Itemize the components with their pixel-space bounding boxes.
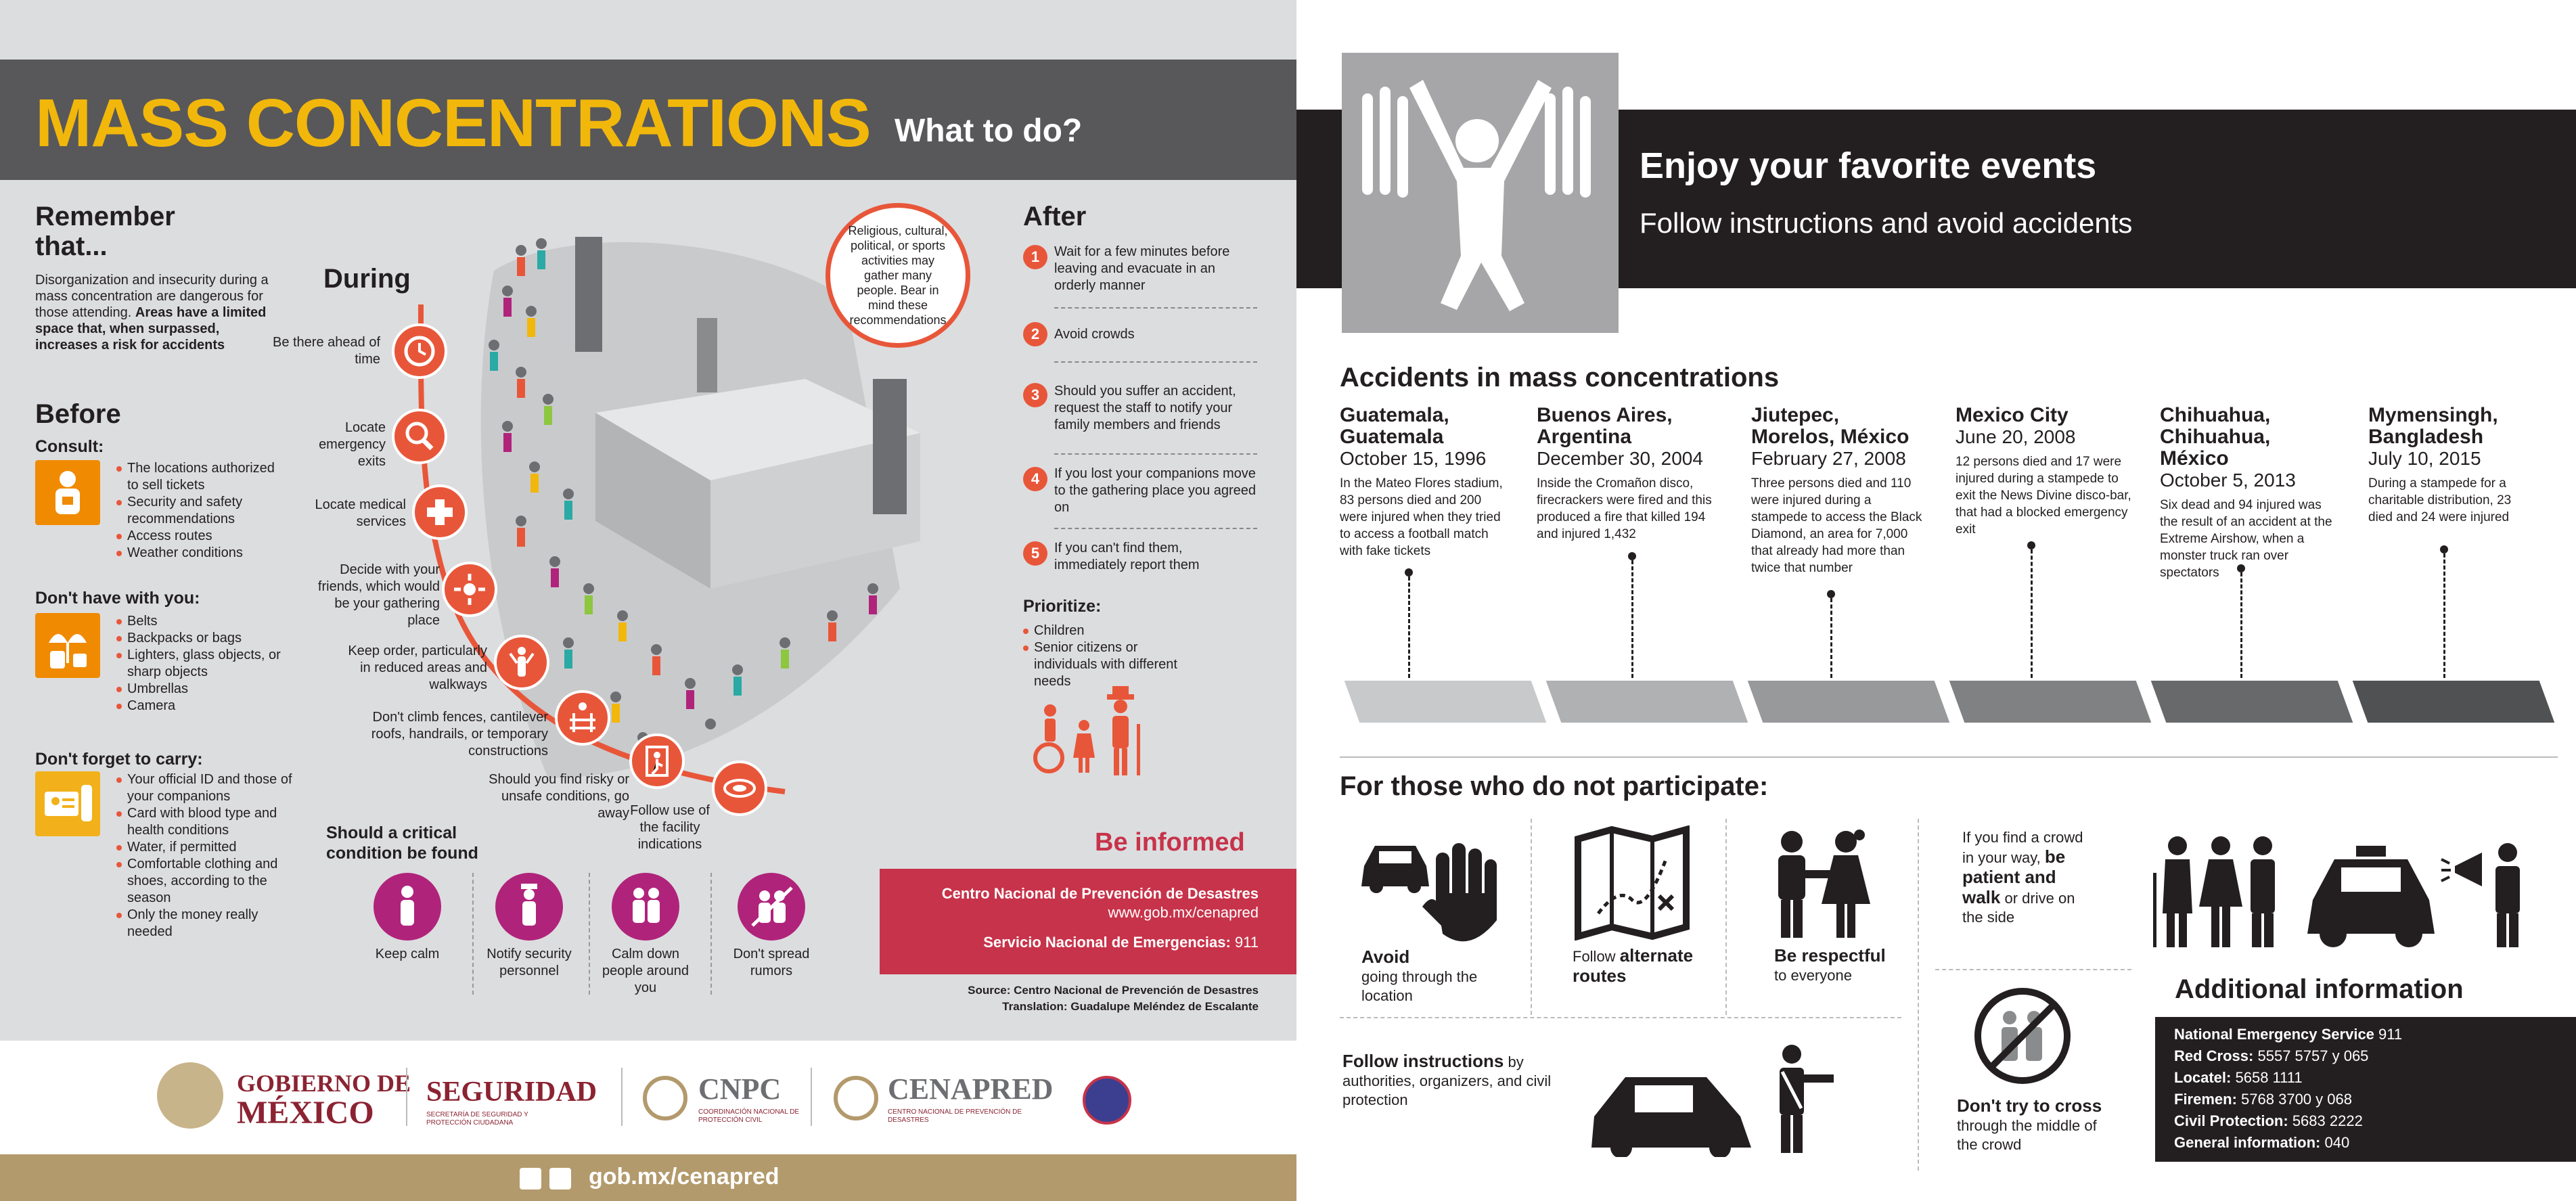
info-bubble: Religious, cultural, political, or sports activities may gather many people. Bear in mind these recommendations [826,203,970,348]
no-climb-icon [555,690,610,746]
critical-heading: Should a critical condition be found [326,823,478,863]
cnpc-subtext: COORDINACIÓN NACIONAL DE PROTECCIÓN CIVIL [698,1108,800,1124]
emergency-service-line [983,934,1259,951]
timeline-dot [1405,568,1413,576]
list-item: Weather conditions [116,545,286,562]
during-label: Decide with your friends, which would be your gathering place [317,562,440,628]
remember-text-plain: Disorganization and insecurity during a mass concentration are dangerous for those attending. [35,273,269,320]
contact-label: National Emergency Service [2174,1026,2374,1043]
emergency-seal-logo [1083,1076,1131,1125]
timeline-segment [2353,681,2555,723]
after-step: If you lost your companions move to the gathering place you agreed on [1054,466,1256,515]
timeline-dot [2237,564,2245,572]
contact-value: 5683 2222 [2292,1112,2363,1129]
accident-date: October 15, 1996 [1340,448,1487,469]
facebook-icon[interactable] [520,1168,541,1189]
stadium-icon [712,761,767,816]
consult-icon [35,460,100,525]
timeline-line [2031,549,2033,678]
timeline-line [1631,560,1633,678]
remember-heading: Remember that... [35,202,175,261]
gobierno-logo-text [237,1070,411,1130]
timeline-line [1408,576,1410,678]
accident-entry [2160,405,2343,581]
list-item: Only the money really needed [116,907,292,941]
contact-value: 5658 1111 [2235,1069,2303,1086]
avoid-text [1361,947,1497,1005]
twitter-icon[interactable] [549,1168,571,1189]
accident-date: December 30, 2004 [1537,448,1703,469]
consult-list [116,460,286,562]
list-item: Access routes [116,528,286,545]
contact-label: Firemen: [2174,1091,2237,1108]
accident-date: October 5, 2013 [2160,470,2296,491]
list-item: Lighters, glass objects, or sharp objects [116,647,286,681]
divider [1340,1017,1901,1018]
accident-date: July 10, 2015 [2368,448,2481,469]
accident-place: Chihuahua, Chihuahua, México [2160,404,2271,470]
dont-forget-heading: Don't forget to carry: [35,750,203,769]
priority-people-icon [1029,683,1157,778]
contact-line [2174,1024,2402,1045]
timeline-dot [1827,590,1835,598]
cnpc-emblem [643,1076,687,1120]
magnifier-icon [392,409,447,464]
timeline-line [2443,553,2445,678]
list-item: The locations authorized to sell tickets [116,460,286,494]
divider [1054,528,1257,529]
divider [1531,819,1532,1015]
crowd-plain2: or drive on the side [1962,890,2075,926]
avoid-bold: Avoid [1361,947,1410,967]
critical-label: Keep calm [375,947,440,961]
contact-line [2174,1110,2402,1132]
map-routes-icon [1571,825,1693,941]
timeline-segment [1949,681,2152,723]
divider [1054,453,1257,455]
accident-entry [1340,405,1509,560]
after-step: If you can't find them, immediately report them [1054,541,1200,572]
list-item: Belts [116,613,286,630]
step-number: 3 [1023,383,1047,407]
dont-forget-list [116,771,292,941]
during-label: Should you find risky or unsafe conditions, go away [489,772,629,821]
step-number: 4 [1023,467,1047,491]
dont-cross-text [1957,1096,2119,1154]
divider [1725,819,1727,1015]
during-label: Locate emergency exits [319,420,386,469]
instructions-rest: by authorities, organizers, and civil protection [1342,1053,1552,1108]
divider [710,873,712,995]
accident-description: 12 persons died and 17 were injured during a stampede to exit the News Divine disco-bar, that had a blocked emergency exit [1956,455,2131,537]
alternate-routes-text [1573,946,1728,987]
cross-bold: Don't try to cross [1957,1095,2102,1116]
step-number: 5 [1023,541,1047,566]
informed-org: Centro Nacional de Prevención de Desastres [941,885,1259,902]
list-item: Senior citizens or individuals with different needs [1023,639,1199,690]
list-item: Water, if permitted [116,839,292,856]
list-item: Card with blood type and health conditions [116,805,292,839]
contact-value: 5768 3700 y 068 [2241,1091,2352,1108]
crowd-plain1: If you find a crowd in your way, [1962,829,2083,866]
accident-date: February 27, 2008 [1751,448,1906,469]
right-subtitle: Follow instructions and avoid accidents [1640,207,2133,239]
seguridad-subtext: SECRETARÍA DE SEGURIDAD Y PROTECCIÓN CIUDADANA [426,1111,528,1127]
calm-people-icon [612,873,679,941]
id-card-icon [35,771,100,836]
critical-label: Don't spread rumors [733,947,810,978]
timeline-segment [1748,681,1950,723]
contact-line [2174,1132,2402,1154]
respectful-text [1774,946,1930,985]
seguridad-logo: SEGURIDAD [426,1077,597,1108]
prohibited-items-icon [35,613,100,678]
dont-have-list [116,613,286,715]
step-number: 1 [1023,245,1047,269]
logo-footer [0,1041,1296,1154]
during-label: Follow use of the facility indications [630,803,710,852]
after-step: Avoid crowds [1054,327,1135,342]
divider [1054,307,1257,309]
instructions-bold: Follow instructions [1342,1051,1504,1071]
accident-description: In the Mateo Flores stadium, 83 persons died and 200 were injured when they tried to access a football match with fake tickets [1340,476,1503,558]
dont-have-heading: Don't have with you: [35,589,200,608]
follow-instructions-text [1342,1051,1573,1110]
car-and-officer-icon [1591,1042,1835,1157]
bottom-bar [0,1154,1296,1201]
accident-description: Six dead and 94 injured was the result of an accident at the Extreme Airshow, when a monster truck ran over spectators [2160,498,2332,580]
accident-description: Inside the Cromañon disco, firecrackers were fired and this produced a fire that killed 194 and injured 1,432 [1537,476,1712,541]
emergency-service-label: Servicio Nacional de Emergencias: [983,934,1231,951]
list-item: Umbrellas [116,681,286,698]
additional-heading: Additional information [2175,974,2464,1004]
cnpc-logo: CNPC [698,1072,782,1106]
timeline-dot [2027,541,2035,549]
timeline-line [2240,572,2242,678]
respectful-couple-icon [1763,825,1878,941]
follow-plain: Follow [1573,948,1616,965]
accident-place: Mymensingh, Bangladesh [2368,404,2498,448]
contact-value: 911 [2378,1026,2403,1043]
list-item: Your official ID and those of your companions [116,771,292,805]
informed-url[interactable]: www.gob.mx/cenapred [1108,904,1259,921]
divider [1935,969,2131,970]
crowd-patience-text [1962,828,2098,927]
cenapred-emblem [834,1076,878,1120]
divider [589,873,590,995]
remember-text [35,272,286,353]
accidents-heading: Accidents in mass concentrations [1340,363,1780,392]
right-title: Enjoy your favorite events [1640,145,2097,186]
contact-line [2174,1067,2402,1089]
cenapred-subtext: CENTRO NACIONAL DE PREVENCIÓN DE DESASTRES [888,1108,1022,1124]
stop-car-icon [1361,825,1502,954]
accident-place: Jiutepec, Morelos, México [1751,404,1910,448]
after-step: Should you suffer an accident, request the staff to notify your family members and friends [1054,384,1236,432]
after-heading: After [1023,202,1087,231]
gobierno-line1: GOBIERNO DE [237,1070,411,1097]
contact-label: Civil Protection: [2174,1112,2288,1129]
avoid-rest: going through the location [1361,968,1478,1004]
divider [811,1068,812,1126]
medical-cross-icon [412,484,468,540]
consult-heading: Consult: [35,437,104,456]
contact-label: General information: [2174,1134,2321,1151]
timeline-segment [2151,681,2353,723]
list-item: Children [1023,622,1199,639]
page-subtitle: What to do? [895,113,1083,149]
divider [1340,756,2558,758]
divider [1054,361,1257,363]
additional-info-box [2155,1017,2576,1162]
contact-list [2174,1024,2402,1154]
during-heading: During [323,264,411,294]
respect-bold: Be respectful [1774,945,1886,966]
page-title: MASS CONCENTRATIONS [35,85,871,161]
accident-place: Guatemala, Guatemala [1340,404,1449,448]
accident-description: Three persons died and 110 were injured during a stampede to access the Black Diamond, an area for 7,000 that already had more than twice that number [1751,476,1922,575]
list-item: Security and safety recommendations [116,494,286,528]
accident-place: Buenos Aires, Argentina [1537,404,1673,448]
list-item: Camera [116,698,286,715]
contact-value: 040 [2324,1134,2350,1151]
no-crossing-icon [1972,985,2073,1087]
accident-entry [1751,405,1927,576]
informed-heading: Be informed [1095,828,1245,857]
footer-url[interactable]: gob.mx/cenapred [589,1164,779,1189]
critical-label: Notify security personnel [487,947,572,978]
divider [406,1068,407,1126]
crowd-bold: be patient and walk [1962,846,2066,907]
nonparticipants-heading: For those who do not participate: [1340,771,1769,801]
respect-rest: to everyone [1774,967,1852,984]
contact-label: Locatel: [2174,1069,2232,1086]
timeline-line [1830,598,1832,678]
security-guard-icon [495,873,563,941]
cross-rest: through the middle of the crowd [1957,1117,2097,1153]
crowd-and-car-icons [2150,832,2556,954]
divider [1918,819,1919,1171]
no-rumors-icon [738,873,805,941]
divider [621,1068,623,1126]
prioritize-heading: Prioritize: [1023,597,1102,616]
clock-icon [392,323,447,379]
step-number: 2 [1023,322,1047,346]
during-label: Keep order, particularly in reduced areas and walkways [348,643,487,692]
after-step: Wait for a few minutes before leaving and evacuate in an orderly manner [1054,244,1230,293]
prioritize-list [1023,622,1199,690]
source-note: Source: Centro Nacional de Prevención de Desastres [968,984,1259,997]
calm-person-icon [374,873,441,941]
mexico-seal-logo [157,1062,223,1129]
timeline-segment [1345,681,1547,723]
accident-entry [1956,405,2131,538]
list-item: Comfortable clothing and shoes, according to the season [116,856,292,907]
list-item: Backpacks or bags [116,630,286,647]
accident-date: June 20, 2008 [1956,426,2076,447]
order-icon [494,635,549,690]
gobierno-line2: MÉXICO [237,1095,374,1131]
informed-box [880,869,1296,974]
accident-entry [2368,405,2531,526]
contact-label: Red Cross: [2174,1047,2254,1064]
critical-label: Calm down people around you [602,947,689,995]
divider [472,873,474,995]
timeline-segment [1546,681,1748,723]
contact-line [2174,1045,2402,1067]
before-heading: Before [35,399,121,429]
timeline-dot [2440,545,2448,553]
accident-description: During a stampede for a charitable distribution, 23 died and 24 were injured [2368,476,2512,524]
accident-place: Mexico City [1956,404,2069,426]
follow-bold: alternate routes [1573,945,1694,986]
translation-note: Translation: Guadalupe Meléndez de Escalante [1002,1000,1259,1013]
during-label: Don't climb fences, cantilever roofs, handrails, or temporary constructions [371,710,548,758]
contact-value: 5557 5757 y 065 [2257,1047,2369,1064]
cenapred-logo: CENAPRED [888,1072,1054,1106]
during-label: Locate medical services [315,497,406,529]
contact-line [2174,1089,2402,1110]
during-label: Be there ahead of time [272,335,380,367]
gathering-point-icon [442,562,497,617]
emergency-service-number: 911 [1234,934,1259,951]
accident-entry [1537,405,1719,543]
exit-door-icon [629,733,685,789]
remember-text-bold: Areas have a limited space that, when surpassed, increases a risk for accidents [35,305,267,353]
timeline-dot [1628,552,1636,560]
celebrating-crowd-icon [1342,53,1619,333]
